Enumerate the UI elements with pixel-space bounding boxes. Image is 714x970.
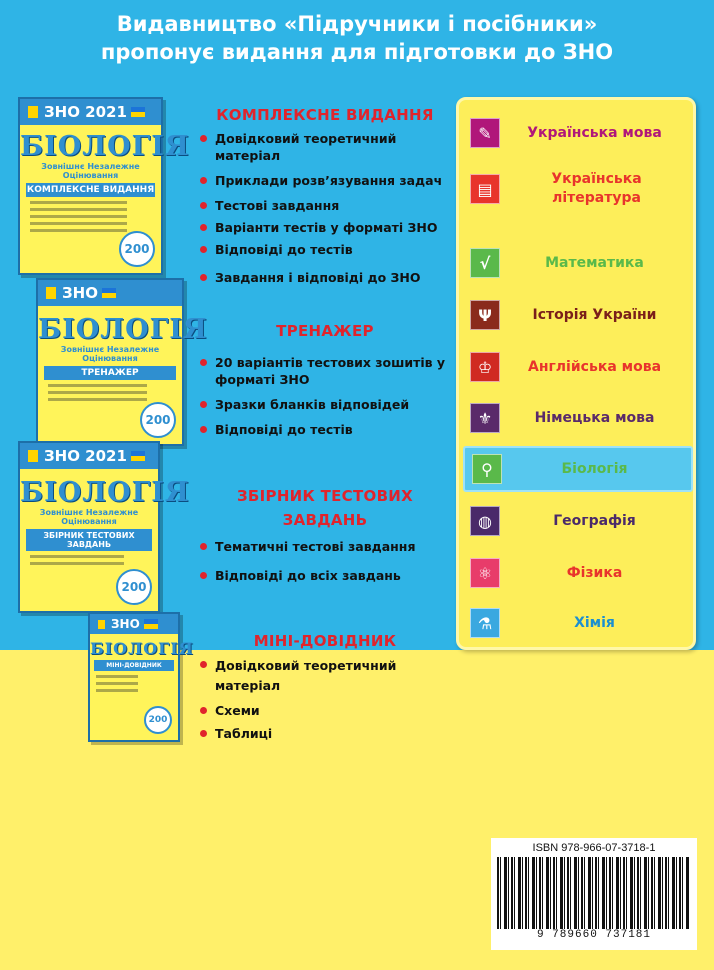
bullet-icon	[200, 224, 207, 231]
section-mini	[190, 632, 460, 750]
bullet-icon	[200, 202, 207, 209]
book-contents-lines	[30, 201, 151, 232]
atom-icon: ⚛	[470, 558, 500, 588]
sqrt-icon: √	[470, 248, 500, 278]
book-cover-mini	[88, 612, 194, 742]
book-contents-lines	[48, 384, 172, 401]
book-title: БІОЛОГІЯ	[38, 314, 208, 345]
book-title: БІОЛОГІЯ	[20, 131, 190, 162]
subjects-panel	[456, 97, 696, 650]
book-strip: ТРЕНАЖЕР	[44, 366, 176, 380]
book-band: ЗНО	[111, 617, 140, 631]
book-contents-lines	[96, 675, 172, 692]
barcode	[497, 857, 689, 929]
list-item: Тестові завдання	[190, 197, 460, 214]
subject-name: Математика	[545, 254, 644, 271]
bullet-icon	[200, 543, 207, 550]
book-seal: 200	[119, 231, 155, 267]
section-tests	[190, 484, 460, 592]
bullet-icon	[200, 426, 207, 433]
bullet-icon	[200, 246, 207, 253]
list-item: Тематичні тестові завдання	[190, 538, 460, 555]
book-band: ЗНО	[62, 284, 98, 302]
section-title: ЗБІРНИК ТЕСТОВИХ ЗАВДАНЬ	[236, 487, 414, 529]
crest-icon: ♔	[470, 352, 500, 382]
list-item: Приклади розв’язування задач	[190, 172, 460, 189]
book-contents-lines	[30, 555, 148, 565]
flag-icon	[131, 451, 145, 461]
subject-name: Англійська мова	[527, 358, 662, 375]
section-title: МІНІ-ДОВІДНИК	[253, 632, 397, 650]
book-strip: КОМПЛЕКСНЕ ВИДАННЯ	[26, 185, 155, 195]
bullet-icon	[200, 572, 207, 579]
book-band: ЗНО 2021	[44, 447, 127, 465]
bullet-icon	[200, 359, 207, 366]
section-list	[190, 656, 460, 742]
bullet-icon	[200, 177, 207, 184]
subject-name: Фізика	[566, 564, 623, 581]
flag-icon	[144, 619, 158, 629]
trident-icon	[46, 287, 56, 299]
section-trainer	[190, 322, 460, 446]
list-item: 20 варіантів тестових зошитів у форматі ЗНО	[190, 354, 460, 388]
subject-geography[interactable]	[463, 498, 693, 544]
header-line-2: пропонує видання для підготовки до ЗНО	[100, 40, 614, 64]
section-list	[190, 538, 460, 584]
subject-chemistry[interactable]	[463, 600, 693, 646]
subject-german[interactable]	[463, 395, 693, 441]
isbn-label: ISBN 978-966-07-3718-1	[532, 842, 656, 854]
book-cover-trainer	[36, 278, 208, 446]
subject-ukrainian-literature[interactable]	[463, 164, 693, 214]
list-item: Довідковий теоретичний матеріал	[190, 130, 460, 164]
flask-icon: ⚗	[470, 608, 500, 638]
bullet-icon	[200, 707, 207, 714]
book-band: ЗНО 2021	[44, 103, 127, 121]
globe-icon: ◍	[470, 506, 500, 536]
bullet-icon	[200, 401, 207, 408]
section-list	[190, 354, 460, 438]
list-item: Завдання і відповіді до ЗНО	[190, 269, 460, 286]
bullet-icon	[200, 730, 207, 737]
book-subtitle: Зовнішнє Незалежне Оцінювання	[60, 345, 160, 363]
bullet-icon	[200, 135, 207, 142]
section-list	[190, 130, 460, 286]
barcode-digits: 9 789660 737181	[536, 929, 652, 941]
subject-history-ukraine[interactable]	[463, 292, 693, 338]
list-item: Відповіді до тестів	[190, 421, 460, 438]
book-title: БІОЛОГІЯ	[90, 639, 194, 658]
book-cover-complex	[18, 97, 190, 275]
section-complex	[190, 106, 460, 294]
book-strip: МІНІ-ДОВІДНИК	[94, 660, 174, 671]
trident-icon	[98, 620, 105, 629]
subject-name: Біологія	[561, 460, 628, 477]
subject-name: Історія України	[532, 306, 657, 323]
trident-icon: Ψ	[470, 300, 500, 330]
subject-name: Німецька мова	[534, 409, 655, 426]
subject-physics[interactable]	[463, 550, 693, 596]
subject-mathematics[interactable]	[463, 240, 693, 286]
trident-icon	[28, 106, 38, 118]
subject-ukrainian-language[interactable]	[463, 110, 693, 156]
list-item: Таблиці	[190, 725, 460, 742]
list-item: Довідковий теоретичний матеріал	[190, 656, 460, 696]
book-cover-tests	[18, 441, 190, 613]
open-book-icon: ▤	[470, 174, 500, 204]
microscope-icon: ⚲	[472, 454, 502, 484]
publisher-header	[0, 10, 714, 66]
book-quill-icon: ✎	[470, 118, 500, 148]
list-item: Відповіді до тестів	[190, 241, 460, 258]
book-title: БІОЛОГІЯ	[20, 477, 190, 508]
book-subtitle: Зовнішнє Незалежне Оцінювання	[39, 508, 139, 526]
section-title: КОМПЛЕКСНЕ ВИДАННЯ	[216, 106, 434, 124]
subject-biology[interactable]	[463, 446, 693, 492]
subject-english[interactable]	[463, 344, 693, 390]
list-item: Відповіді до всіх завдань	[190, 567, 460, 584]
list-item: Схеми	[190, 702, 460, 719]
subject-name: Хімія	[574, 614, 615, 631]
header-line-1: Видавництво «Підручники і посібники»	[116, 12, 598, 36]
isbn-barcode-box	[491, 838, 697, 950]
subject-name: Українська мова	[527, 124, 662, 141]
book-seal: 200	[144, 706, 172, 734]
flag-icon	[131, 107, 145, 117]
subject-name: Географія	[553, 512, 636, 529]
bullet-icon	[200, 274, 207, 281]
book-seal: 200	[140, 402, 176, 438]
list-item: Зразки бланків відповідей	[190, 396, 460, 413]
list-item: Варіанти тестів у форматі ЗНО	[190, 219, 460, 236]
subject-name: Українська література	[551, 171, 642, 206]
book-subtitle: Зовнішнє Незалежне Оцінювання	[41, 162, 140, 180]
section-title: ТРЕНАЖЕР	[276, 322, 374, 340]
book-strip: ЗБІРНИК ТЕСТОВИХ ЗАВДАНЬ	[26, 529, 152, 551]
book-seal: 200	[116, 569, 152, 605]
flag-icon	[102, 288, 116, 298]
bullet-icon	[200, 661, 207, 668]
eagle-icon: ⚜	[470, 403, 500, 433]
trident-icon	[28, 450, 38, 462]
